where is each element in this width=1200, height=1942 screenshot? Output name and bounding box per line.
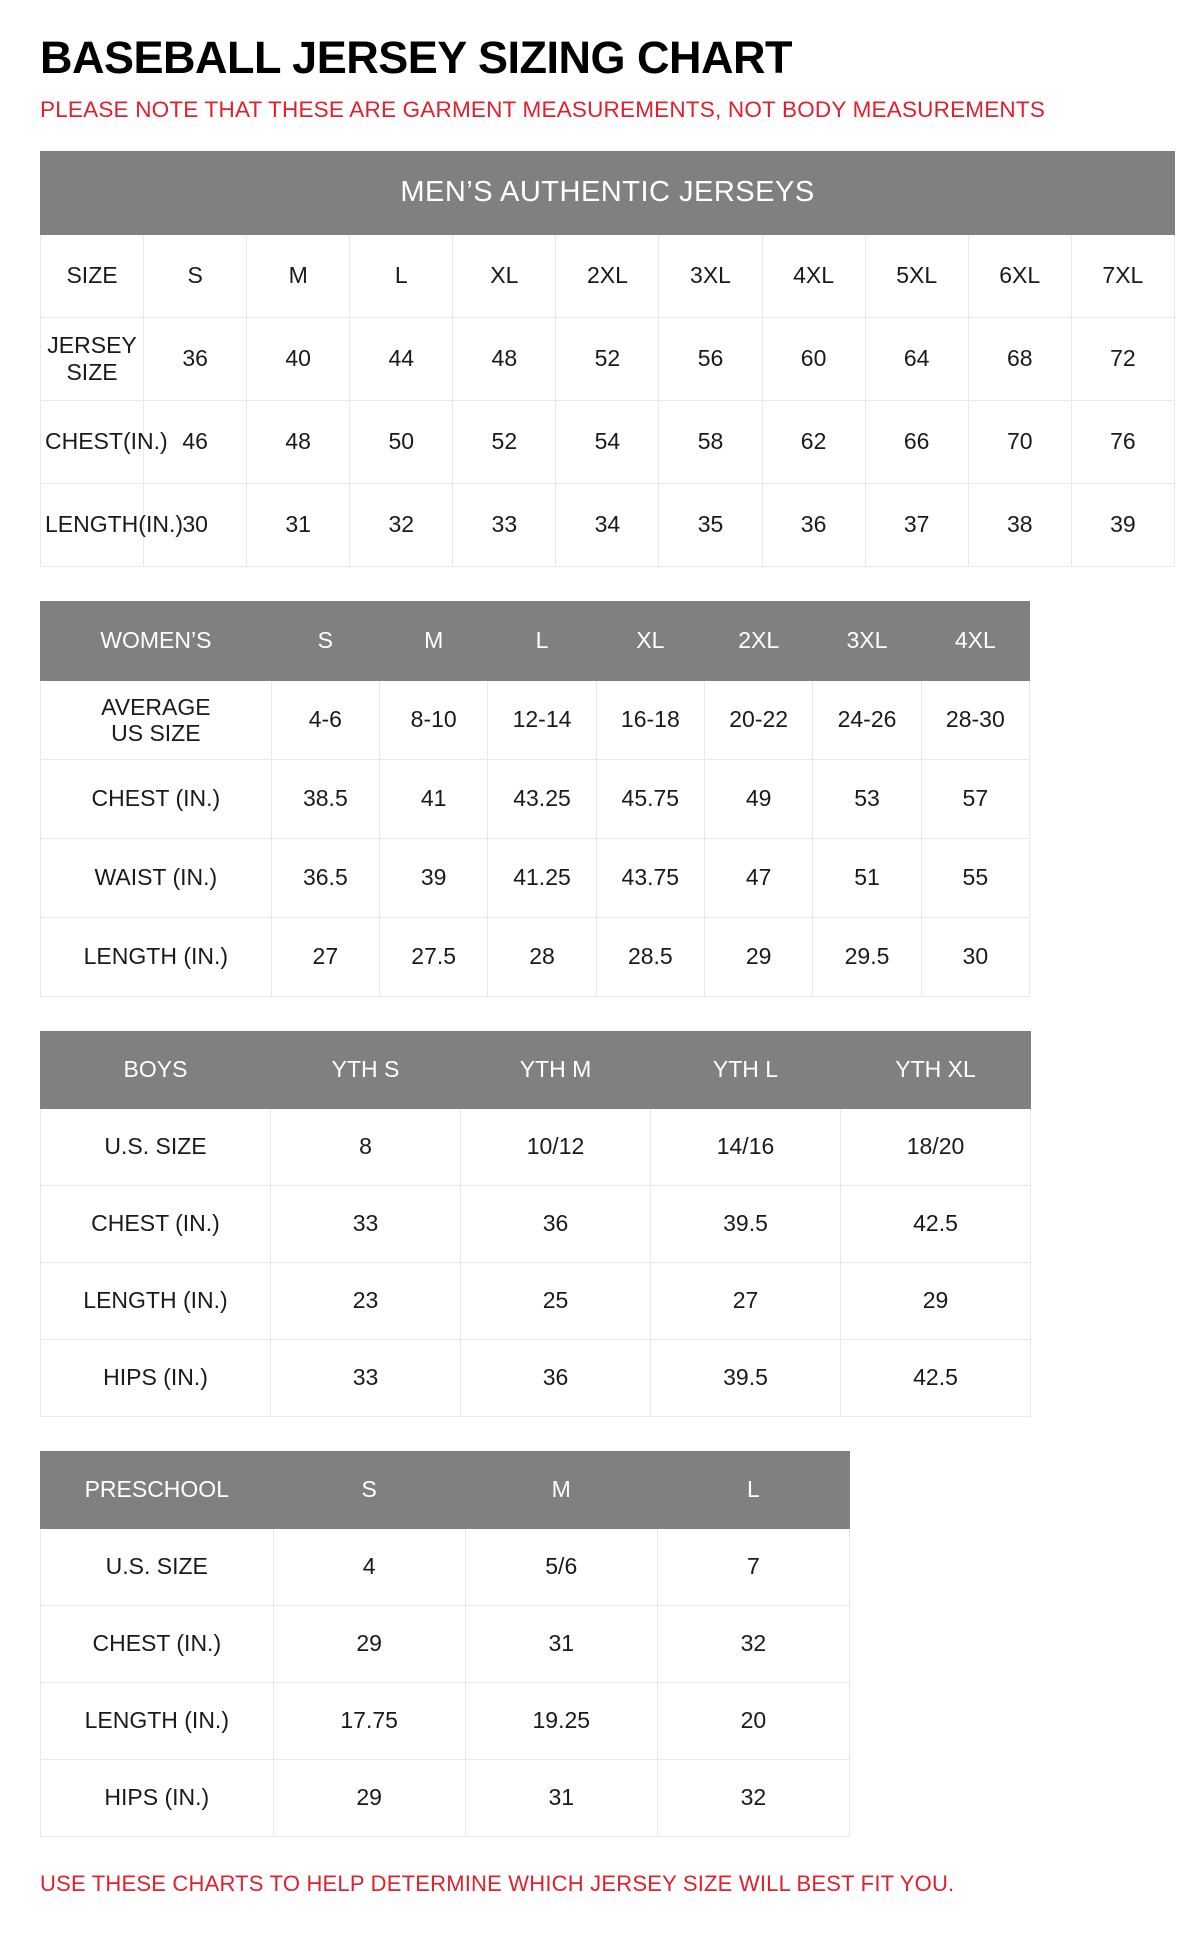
table-cell: 29.5 [813,917,921,996]
table-cell: 44 [350,317,453,400]
column-header: S [144,234,247,317]
column-header: M [380,601,488,680]
table-row [41,1682,850,1759]
table-cell: 17.75 [273,1682,465,1759]
table-cell: 18/20 [841,1108,1031,1185]
table-cell: 66 [865,400,968,483]
table-cell: 29 [273,1759,465,1836]
table-cell: 56 [659,317,762,400]
table-row [41,317,1175,400]
row-label: LENGTH (IN.) [41,1262,271,1339]
boys-table-body [41,1031,1031,1416]
table-cell: 7 [657,1528,849,1605]
table-cell: 28 [488,917,596,996]
table-cell: 29 [841,1262,1031,1339]
table-cell: 29 [273,1605,465,1682]
table-cell: 49 [705,759,813,838]
column-header: PRESCHOOL [41,1451,274,1528]
row-label: AVERAGE US SIZE [41,680,272,759]
column-header: 5XL [865,234,968,317]
womens-table-body [41,601,1030,996]
column-header: SIZE [41,234,144,317]
column-header: 2XL [556,234,659,317]
page-title: BASEBALL JERSEY SIZING CHART [40,32,792,83]
table-cell: 4 [273,1528,465,1605]
table-cell: 53 [813,759,921,838]
table-cell: 33 [271,1185,461,1262]
table-row [41,917,1030,996]
table-cell: 32 [657,1759,849,1836]
table-cell: 36 [461,1339,651,1416]
column-header: L [488,601,596,680]
table-row [41,680,1030,759]
table-cell: 8 [271,1108,461,1185]
row-label: CHEST (IN.) [41,1185,271,1262]
table-cell: 19.25 [465,1682,657,1759]
table-row [41,1605,850,1682]
table-cell: 27.5 [380,917,488,996]
row-label: HIPS (IN.) [41,1339,271,1416]
table-cell: 31 [465,1605,657,1682]
table-cell: 10/12 [461,1108,651,1185]
table-row [41,1185,1031,1262]
table-row [41,400,1175,483]
column-header: M [465,1451,657,1528]
table-cell: 40 [247,317,350,400]
table-cell: 36 [461,1185,651,1262]
column-header: 3XL [659,234,762,317]
column-header: M [247,234,350,317]
table-row [41,1262,1031,1339]
table-cell: 39.5 [651,1185,841,1262]
row-label: CHEST (IN.) [41,759,272,838]
table-cell: 12-14 [488,680,596,759]
table-cell: 34 [556,483,659,566]
column-header: 7XL [1071,234,1174,317]
table-cell: 25 [461,1262,651,1339]
table-cell: 35 [659,483,762,566]
row-label: CHEST(IN.) [41,400,144,483]
table-cell: 45.75 [596,759,704,838]
table-cell: 32 [350,483,453,566]
row-label: U.S. SIZE [41,1108,271,1185]
table-cell: 5/6 [465,1528,657,1605]
table-cell: 51 [813,838,921,917]
column-header: YTH XL [841,1031,1031,1108]
row-label: LENGTH(IN.) [41,483,144,566]
column-header: 3XL [813,601,921,680]
row-label: WAIST (IN.) [41,838,272,917]
table-banner: MEN’S AUTHENTIC JERSEYS [41,151,1175,234]
mens-sizing-table [40,151,1175,567]
table-row [41,483,1175,566]
table-cell: 48 [247,400,350,483]
table-cell: 70 [968,400,1071,483]
table-cell: 27 [651,1262,841,1339]
table-cell: 33 [271,1339,461,1416]
table-header-row [41,1451,850,1528]
row-label: LENGTH (IN.) [41,1682,274,1759]
table-cell: 30 [144,483,247,566]
table-header-row [41,1031,1031,1108]
row-label: U.S. SIZE [41,1528,274,1605]
column-header: XL [453,234,556,317]
table-cell: 41 [380,759,488,838]
table-cell: 23 [271,1262,461,1339]
table-cell: 43.75 [596,838,704,917]
table-cell: 39.5 [651,1339,841,1416]
table-cell: 14/16 [651,1108,841,1185]
row-label: HIPS (IN.) [41,1759,274,1836]
table-cell: 58 [659,400,762,483]
table-cell: 36.5 [271,838,379,917]
column-header: YTH L [651,1031,841,1108]
table-row [41,1528,850,1605]
table-cell: 62 [762,400,865,483]
column-header: WOMEN’S [41,601,272,680]
table-cell: 52 [556,317,659,400]
table-cell: 27 [271,917,379,996]
column-header: 6XL [968,234,1071,317]
table-cell: 54 [556,400,659,483]
table-cell: 60 [762,317,865,400]
table-cell: 31 [465,1759,657,1836]
table-row [41,1108,1031,1185]
table-cell: 37 [865,483,968,566]
table-cell: 39 [1071,483,1174,566]
table-cell: 41.25 [488,838,596,917]
table-cell: 55 [921,838,1029,917]
table-header-row [41,601,1030,680]
column-header: XL [596,601,704,680]
table-cell: 28-30 [921,680,1029,759]
mens-table-body [41,151,1175,566]
table-cell: 20-22 [705,680,813,759]
boys-sizing-table [40,1031,1031,1417]
measurement-note: PLEASE NOTE THAT THESE ARE GARMENT MEASUREMENTS, NOT BODY MEASUREMENTS [40,97,1046,123]
row-label: JERSEY SIZE [41,317,144,400]
table-cell: 52 [453,400,556,483]
table-row [41,1759,850,1836]
table-cell: 47 [705,838,813,917]
table-banner-row [41,151,1175,234]
table-cell: 38 [968,483,1071,566]
table-cell: 43.25 [488,759,596,838]
table-cell: 16-18 [596,680,704,759]
table-cell: 68 [968,317,1071,400]
table-cell: 28.5 [596,917,704,996]
column-header: L [657,1451,849,1528]
table-header-row [41,234,1175,317]
column-header: S [271,601,379,680]
table-cell: 36 [762,483,865,566]
table-cell: 31 [247,483,350,566]
column-header: L [350,234,453,317]
table-cell: 33 [453,483,556,566]
preschool-table-body [41,1451,850,1836]
table-cell: 46 [144,400,247,483]
table-row [41,1339,1031,1416]
table-cell: 57 [921,759,1029,838]
preschool-sizing-table [40,1451,850,1837]
table-cell: 64 [865,317,968,400]
row-label: LENGTH (IN.) [41,917,272,996]
table-cell: 20 [657,1682,849,1759]
column-header: BOYS [41,1031,271,1108]
table-row [41,838,1030,917]
table-cell: 32 [657,1605,849,1682]
row-label: CHEST (IN.) [41,1605,274,1682]
table-cell: 30 [921,917,1029,996]
column-header: S [273,1451,465,1528]
table-cell: 72 [1071,317,1174,400]
table-cell: 8-10 [380,680,488,759]
table-row [41,759,1030,838]
table-cell: 50 [350,400,453,483]
footer-note: USE THESE CHARTS TO HELP DETERMINE WHICH JERSEY SIZE WILL BEST FIT YOU. [40,1870,955,1896]
table-cell: 39 [380,838,488,917]
table-cell: 76 [1071,400,1174,483]
column-header: 2XL [705,601,813,680]
table-cell: 42.5 [841,1185,1031,1262]
table-cell: 29 [705,917,813,996]
table-cell: 36 [144,317,247,400]
column-header: YTH S [271,1031,461,1108]
table-cell: 4-6 [271,680,379,759]
column-header: 4XL [762,234,865,317]
table-cell: 38.5 [271,759,379,838]
column-header: YTH M [461,1031,651,1108]
table-cell: 42.5 [841,1339,1031,1416]
column-header: 4XL [921,601,1029,680]
womens-sizing-table [40,601,1030,997]
table-cell: 48 [453,317,556,400]
table-cell: 24-26 [813,680,921,759]
